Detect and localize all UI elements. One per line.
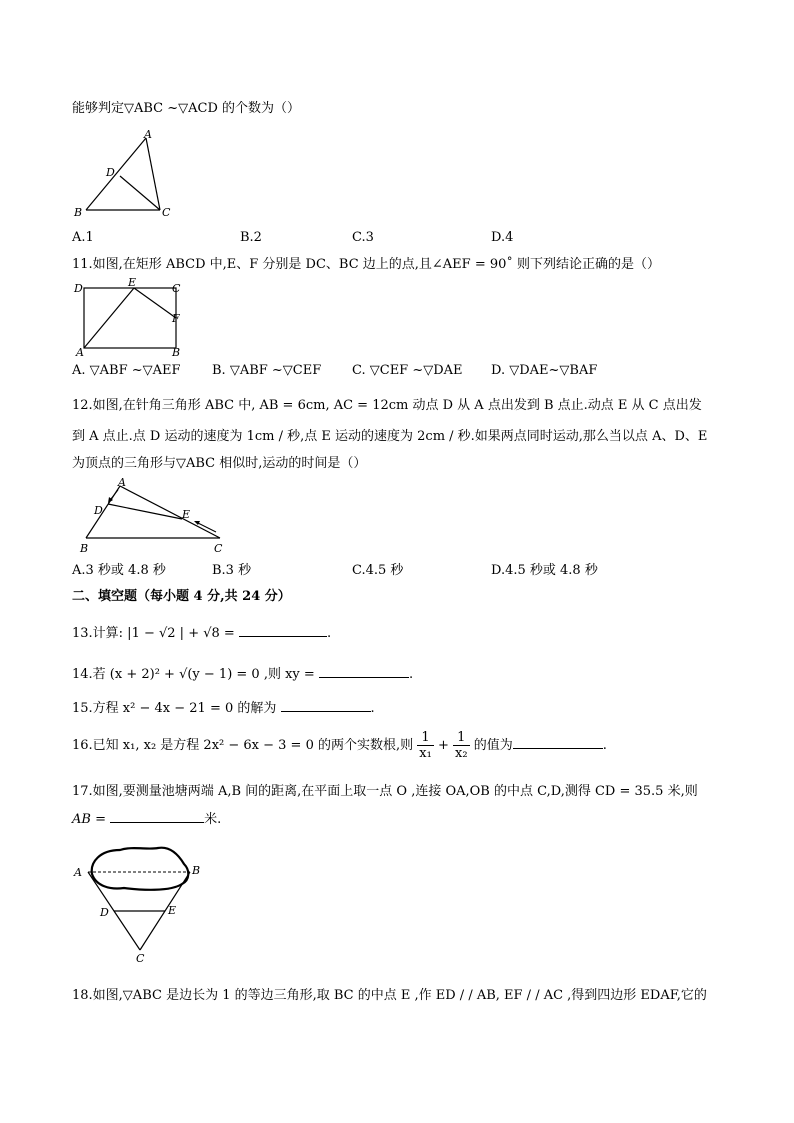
q12-label-c: C (214, 542, 223, 555)
q17-label-c: C (136, 952, 145, 965)
q17-label-a: A (74, 866, 82, 879)
q10-label-a: A (144, 128, 152, 141)
q17-line-2 (72, 808, 221, 829)
q15-text: 15.方程 x² − 4x − 21 = 0 的解为 (72, 701, 277, 716)
q16-plus: + (437, 738, 449, 753)
q13-period: . (326, 626, 332, 641)
q12-figure (70, 476, 240, 556)
q10-label-d: D (106, 166, 115, 179)
q11-option-b: B. ▽ABF ~▽CEF (212, 363, 322, 378)
q12-option-d: D.4.5 秒或 4.8 秒 (491, 563, 598, 578)
q14-answer-blank[interactable] (319, 663, 409, 678)
q18-line-1: 18.如图,▽ABC 是边长为 1 的等边三角形,取 BC 的中点 E ,作 ED / / AB, EF / / AC ,得到四边形 EDAF,它的 (72, 988, 707, 1003)
q16 (72, 726, 607, 766)
q10-option-a: A.1 (72, 230, 94, 245)
q11-option-a: A. ▽ABF ~▽AEF (72, 363, 181, 378)
q11-label-c: C (172, 282, 181, 295)
q16-mid: 的值为 (473, 738, 513, 753)
q11-label-e: E (128, 276, 137, 289)
q12-option-c: C.4.5 秒 (352, 563, 404, 578)
q16-answer-blank[interactable] (513, 734, 603, 749)
q17-label-e: E (168, 904, 177, 917)
q10-figure (70, 130, 190, 225)
q11-stem: 11.如图,在矩形 ABCD 中,E、F 分别是 DC、BC 边上的点,且∠AEF = 90˚ 则下列结论正确的是（） (72, 257, 661, 272)
q16-fraction-1: $\frac{1}{\text{x₁}}$ (419, 730, 432, 761)
q12-label-a: A (118, 476, 126, 489)
q12-label-b: B (80, 542, 89, 555)
q11-option-d: D. ▽DAE~▽BAF (491, 363, 598, 378)
section-heading: 二、填空题（每小题 4 分,共 24 分） (72, 589, 291, 604)
q17-label-b: B (192, 864, 201, 877)
q17-unit: 米. (204, 812, 222, 827)
q12-label-d: D (94, 504, 103, 517)
q13-text: 13.计算: |1 − √2 | + √8 = (72, 626, 235, 641)
q12-line-2: 到 A 点止.点 D 运动的速度为 1cm / 秒,点 E 运动的速度为 2cm / 秒.如果两点同时运动,那么当以点 A、D、E (72, 429, 708, 444)
q12-label-e: E (182, 508, 191, 521)
q10-stem: 能够判定▽ABC ~▽ACD 的个数为（） (72, 101, 301, 116)
q12-line-1: 12.如图,在针角三角形 ABC 中, AB = 6cm, AC = 12cm 动点 D 从 A 点出发到 B 点止.动点 E 从 C 点出发 (72, 398, 702, 413)
q11-label-a: A (76, 346, 84, 359)
q16-text: 16.已知 x₁, x₂ 是方程 2x² − 6x − 3 = 0 的两个实数根,则 (72, 738, 414, 753)
q15-answer-blank[interactable] (281, 697, 371, 712)
q15-period: . (370, 701, 375, 716)
q16-fraction-2: $\frac{1}{\text{x₂}}$ (455, 730, 468, 761)
q11-label-f: F (172, 312, 180, 325)
q11-label-b: B (172, 346, 181, 359)
q15 (72, 697, 375, 718)
q13-answer-blank[interactable] (239, 622, 327, 637)
q17-label-d: D (100, 906, 109, 919)
q12-line-3: 为顶点的三角形与▽ABC 相似时,运动的时间是（） (72, 456, 367, 471)
q14-text: 14.若 (x + 2)² + √(y − 1) = 0 ,则 xy = (72, 667, 315, 682)
q10-option-b: B.2 (240, 230, 262, 245)
q10-option-d: D.4 (491, 230, 514, 245)
q16-period: . (602, 738, 607, 753)
q13 (72, 622, 331, 643)
q14 (72, 663, 413, 684)
q17-figure (70, 840, 210, 965)
q11-option-c: C. ▽CEF ~▽DAE (352, 363, 463, 378)
q17-answer-blank[interactable] (110, 808, 204, 823)
q14-period: . (408, 667, 414, 682)
q11-figure (70, 278, 190, 358)
q12-option-a: A.3 秒或 4.8 秒 (72, 563, 166, 578)
q10-label-b: B (74, 206, 83, 219)
q10-option-c: C.3 (352, 230, 374, 245)
q12-option-b: B.3 秒 (212, 563, 252, 578)
q17-line-1: 17.如图,要测量池塘两端 A,B 间的距离,在平面上取一点 O ,连接 OA,OB 的中点 C,D,测得 CD = 35.5 米,则 (72, 784, 698, 799)
q17-ab: AB = (72, 812, 106, 827)
q11-label-d: D (74, 282, 83, 295)
q10-label-c: C (162, 206, 171, 219)
